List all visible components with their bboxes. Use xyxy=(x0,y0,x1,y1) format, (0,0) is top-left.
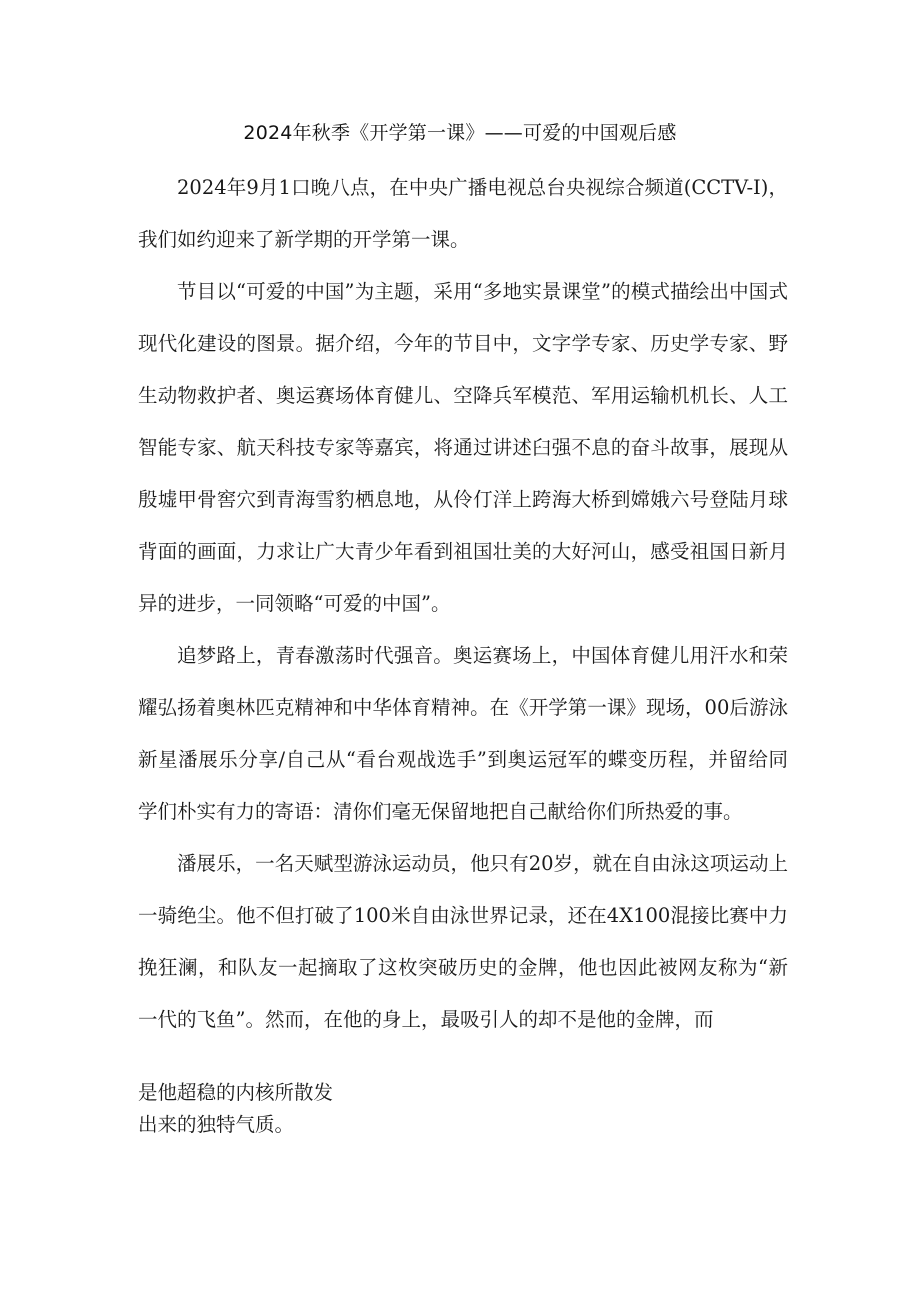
paragraph: 节目以“可爱的中国”为主题，采用“多地实景课堂”的模式描绘出中国式现代化建设的图景。据介绍，今年的节目中，文字学专家、历史学专家、野生动物救护者、奥运赛场体育健儿、空降兵军模范、军用运输机机长、人工智能专家、航天科技专家等嘉宾，将通过讲述臼强不息的奋斗故事，展现从殷墟甲骨窖穴到青海雪豹栖息地，从伶仃洋上跨海大桥到嫦娥六号登陆月球背面的画面，力求让广大青少年看到祖国壮美的大好河山，感受祖国日新月异的进步，一同领略“可爱的中国”。 xyxy=(138,280,788,615)
paragraph: 2024年9月1口晚八点，在中央广播电视总台央视综合频道(CCTV-I)，我们如约迎来了新学期的开学第一课。 xyxy=(138,176,788,251)
paragraph: 潘展乐，一名天赋型游泳运动员，他只有20岁，就在自由泳这项运动上一骑绝尘。他不但打破了100米自由泳世界记录，还在4X100混接比赛中力挽狂澜，和队友一起摘取了这枚突破历史的金牌，他也因此被网友称为“新一代的飞鱼”。然而，在他的身上，最吸引人的却不是他的金牌，而 xyxy=(138,852,788,1031)
paragraph: 追梦路上，青春激荡时代强音。奥运赛场上，中国体育健儿用汗水和荣耀弘扬着奥林匹克精神和中华体育精神。在《开学第一课》现场，00后游泳新星潘展乐分享/自己从“看台观战选手”到奥运冠军的蝶变历程，并留给同学们朴实有力的寄语：清你们毫无保留地把自己献给你们所热爱的事。 xyxy=(138,644,788,823)
paragraph-tail-line: 出来的独特气质。 xyxy=(138,1113,295,1136)
body-text xyxy=(138,162,788,1046)
page-title: 2024年秋季《开学第一课》——可爱的中国观后感 xyxy=(243,122,677,144)
paragraph-tail-line: 是他超稳的内核所散发 xyxy=(138,1081,334,1104)
